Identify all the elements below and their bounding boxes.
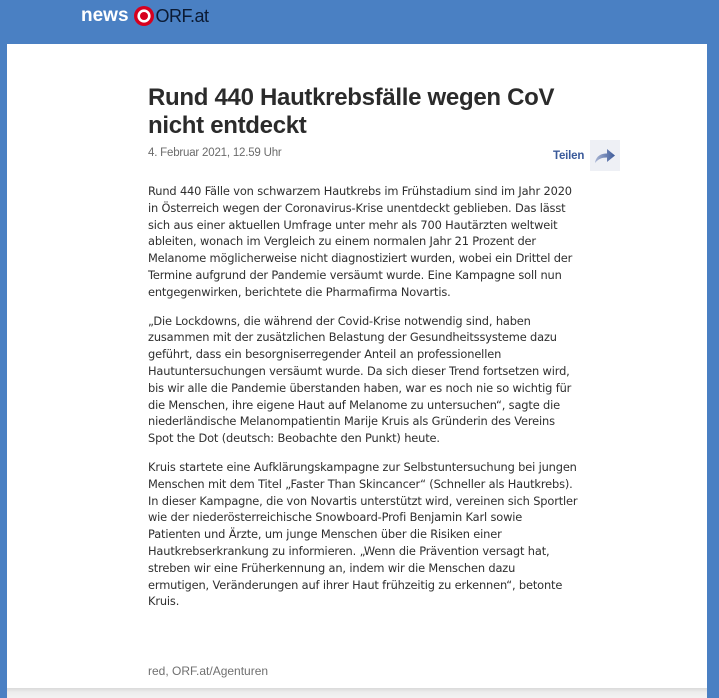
orf-target-icon xyxy=(134,6,154,26)
share-button[interactable] xyxy=(553,140,620,171)
share-arrow-icon[interactable] xyxy=(590,140,620,171)
logo-orf-text: ORF.at xyxy=(155,5,209,26)
news-orf-logo[interactable] xyxy=(81,3,209,29)
article-body xyxy=(148,183,578,622)
article-source: red, ORF.at/Agenturen xyxy=(148,664,269,678)
article-paragraph: „Die Lockdowns, die während der Covid-Krise notwendig sind, haben zusammen mit der zusätzlichen Belastung der Gesundheitssysteme dazu geführt, dass ein besorgniserregender Anteil an professionellen Hautuntersuchungen versäumt wurde. Da sich dieser Trend fortsetzen wird, bis wir alle die Pandemie überstanden haben, war es noch nie so wichtig für die Menschen, ihre eigene Haut auf Melanome zu untersuchen“, sagte die niederländische Melanompatientin Marije Kruis als Gründerin des Vereins Spot the Dot (deutsch: Beobachte den Punkt) heute. xyxy=(148,313,572,446)
site-header xyxy=(0,0,719,44)
article-paragraph: Rund 440 Fälle von schwarzem Hautkrebs im Frühstadium sind im Jahr 2020 in Österreich wegen der Coronavirus-Krise unentdeckt geblieben. Das lässt sich aus einer aktuellen Umfrage unter mehr als 700 Hautärzten weltweit ableiten, wonach im Vergleich zu einem normalen Jahr 21 Prozent der Melanome möglicherweise nicht diagnostiziert wurden, wobei ein Drittel der Termine aufgrund der Pandemie versäumt wurde. Eine Kampagne soll nun entgegenwirken, berichtete die Pharmafirma Novartis. xyxy=(148,184,573,299)
article-title: Rund 440 Hautkrebsfälle wegen CoV nicht entdeckt xyxy=(148,84,555,139)
article-date: 4. Februar 2021, 12.59 Uhr xyxy=(148,147,282,159)
logo-news-text: news xyxy=(81,5,129,26)
card-bottom-edge xyxy=(7,688,707,698)
share-label: Teilen xyxy=(553,149,585,162)
article-paragraph: Kruis startete eine Aufklärungskampagne zur Selbstuntersuchung bei jungen Menschen mit dem Titel „Faster Than Skincancer“ (Schneller als Hautkrebs). In dieser Kampagne, die von Novartis unterstützt wird, vereinen sich Sportler wie der niederösterreichische Snowboard-Profi Benjamin Karl sowie Patienten und Ärzte, um junge Menschen über die Risiken einer Hautkrebserkrankung zu informieren. „Wenn die Prävention versagt hat, streben wir eine Früherkennung an, indem wir die Menschen dazu ermutigen, Veränderungen auf ihrer Haut frühzeitig zu erkennen“, betonte Kruis. xyxy=(148,459,578,609)
